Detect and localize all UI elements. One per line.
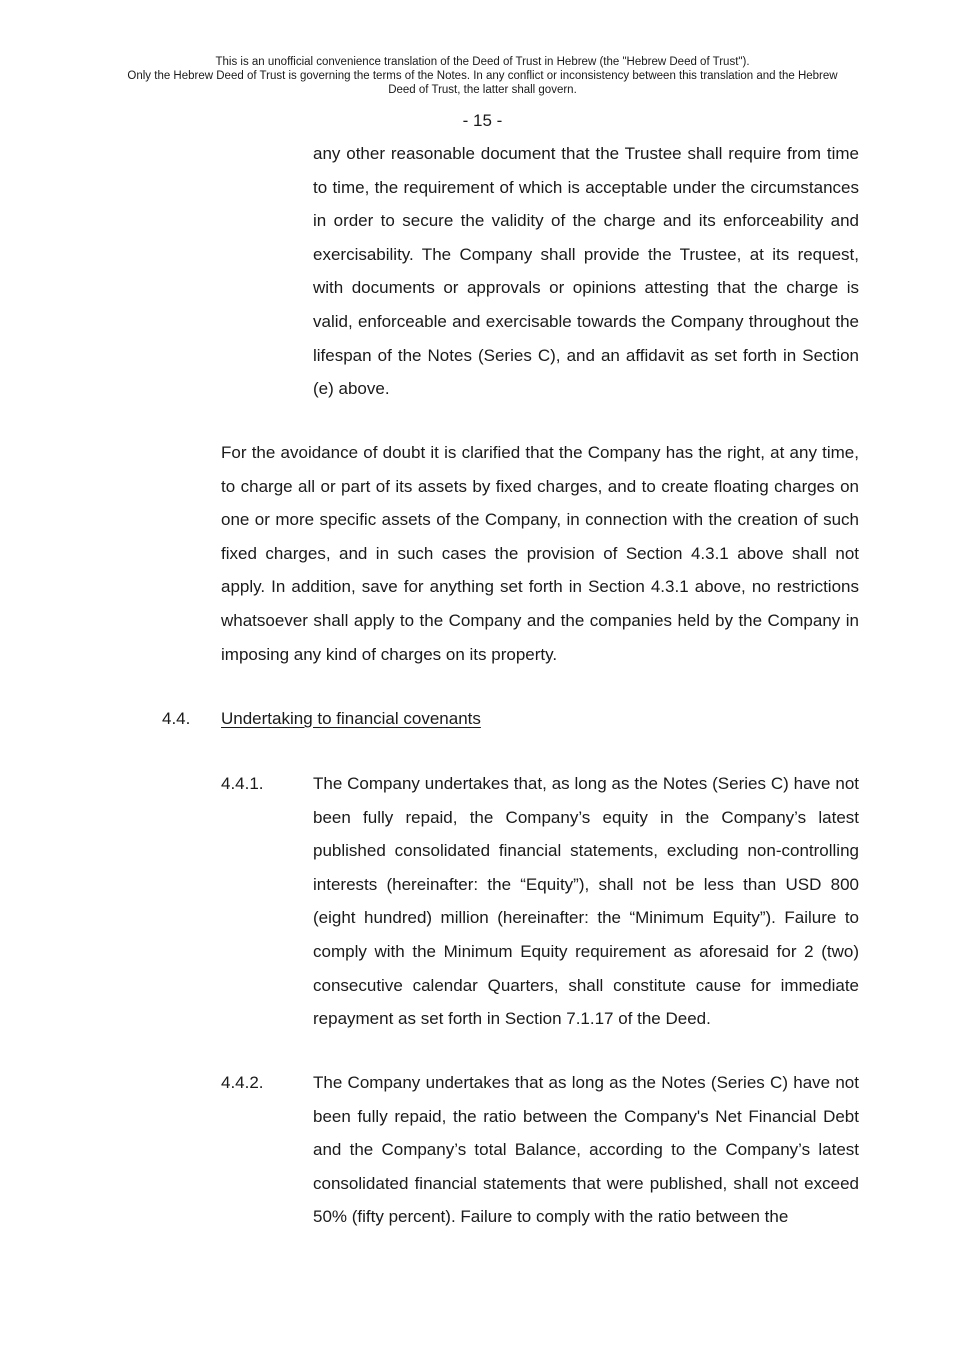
clause-text-4-4-2: The Company undertakes that as long as the Notes (Series C) have not been fully repaid, the ratio between the Company's Net Financial Debt and the Company’s total Balance, according to the Company’s latest consolidated financial statements that were published, shall not exceed 50% (fifty percent). Failure to comply with the ratio between the (313, 1073, 859, 1227)
clause-number-4-4-2: 4.4.2. (221, 1073, 264, 1092)
page-number: - 15 - (462, 111, 503, 130)
disclaimer-line-1: This is an unofficial convenience translation of the Deed of Trust in Hebrew (the "Hebrew Deed of Trust"). (215, 56, 750, 68)
clause-text-4-4-1: The Company undertakes that, as long as the Notes (Series C) have not been fully repaid, the Company’s equity in the Company’s latest published consolidated financial statements, excluding non-controlling interests (hereinafter: the “Equity”), shall not be less than USD 800 (eight hundred) million (hereinafter: the “Minimum Equity”). Failure to comply with the Minimum Equity requirement as aforesaid for 2 (two) consecutive calendar Quarters, shall constitute cause for immediate repayment as set forth in Section 7.1.17 of the Deed. (313, 774, 859, 1029)
translation-disclaimer (100, 55, 865, 97)
disclaimer-line-3: Deed of Trust, the latter shall govern. (388, 84, 577, 96)
section-title: Undertaking to financial covenants (221, 709, 481, 728)
continuation-paragraph: any other reasonable document that the Trustee shall require from time to time, the requirement of which is acceptable under the circumstances in order to secure the validity of the charge and its enforceability and exercisability. The Company shall provide the Trustee, at its request, with documents or approvals or opinions attesting that the charge is valid, enforceable and exercisable towards the Company throughout the lifespan of the Notes (Series C), and an affidavit as set forth in Section (e) above. (313, 144, 859, 399)
avoidance-of-doubt-paragraph: For the avoidance of doubt it is clarified that the Company has the right, at any time, to charge all or part of its assets by fixed charges, and to create floating charges on one or more specific assets of the Company, in connection with the creation of such fixed charges, and in such cases the provision of Section 4.3.1 above shall not apply. In addition, save for anything set forth in Section 4.3.1 above, no restrictions whatsoever shall apply to the Company and the companies held by the Company in imposing any kind of charges on its property. (221, 443, 859, 664)
disclaimer-line-2: Only the Hebrew Deed of Trust is governing the terms of the Notes. In any conflict or inconsistency between this translation and the Hebrew (127, 70, 838, 82)
section-number: 4.4. (162, 709, 191, 728)
clause-number-4-4-1: 4.4.1. (221, 774, 264, 793)
